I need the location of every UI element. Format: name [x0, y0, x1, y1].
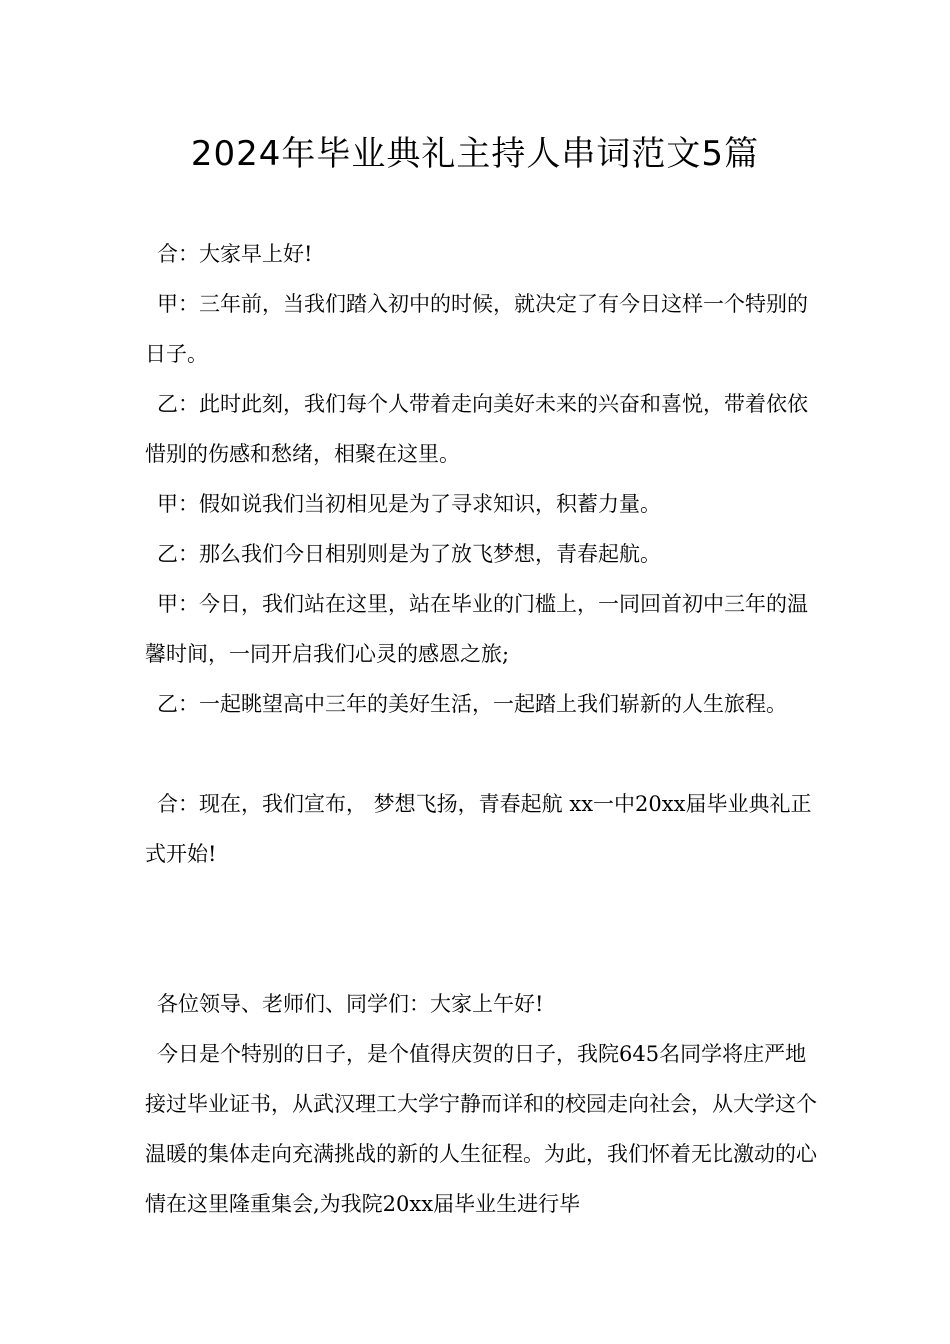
paragraph-2: 甲：三年前，当我们踏入初中的时候，就决定了有今日这样一个特别的日子。 — [145, 292, 808, 366]
document-title: 2024年毕业典礼主持人串词范文5篇 — [190, 134, 760, 174]
paragraph-8: 合：现在，我们宣布， 梦想飞扬，青春起航 xx一中20xx届毕业典礼正式开始! — [145, 792, 812, 866]
section-break — [145, 879, 825, 979]
paragraph-3: 乙：此时此刻，我们每个人带着走向美好未来的兴奋和喜悦，带着依依惜别的伤感和愁绪，相聚在这里。 — [145, 392, 808, 466]
paragraph-7: 乙：一起眺望高中三年的美好生活，一起踏上我们崭新的人生旅程。 — [157, 692, 787, 716]
paragraph-5: 乙：那么我们今日相别则是为了放飞梦想，青春起航。 — [157, 542, 661, 566]
paragraph-1: 合：大家早上好! — [157, 242, 313, 266]
paragraph-4: 甲：假如说我们当初相见是为了寻求知识，积蓄力量。 — [157, 492, 661, 516]
paragraph-9: 各位领导、老师们、同学们：大家上午好! — [157, 992, 544, 1016]
paragraph-10: 今日是个特别的日子，是个值得庆贺的日子，我院645名同学将庄严地接过毕业证书，从武汉理工大学宁静而详和的校园走向社会，从大学这个温暖的集体走向充满挑战的新的人生征程。为此，我们怀着无比激动的心情在这里隆重集会,为我院20xx届毕业生进行毕 — [145, 1042, 817, 1216]
blank-line — [145, 729, 825, 779]
document-body — [145, 229, 825, 1229]
paragraph-6: 甲：今日，我们站在这里，站在毕业的门槛上，一同回首初中三年的温馨时间，一同开启我们心灵的感恩之旅; — [145, 592, 808, 666]
